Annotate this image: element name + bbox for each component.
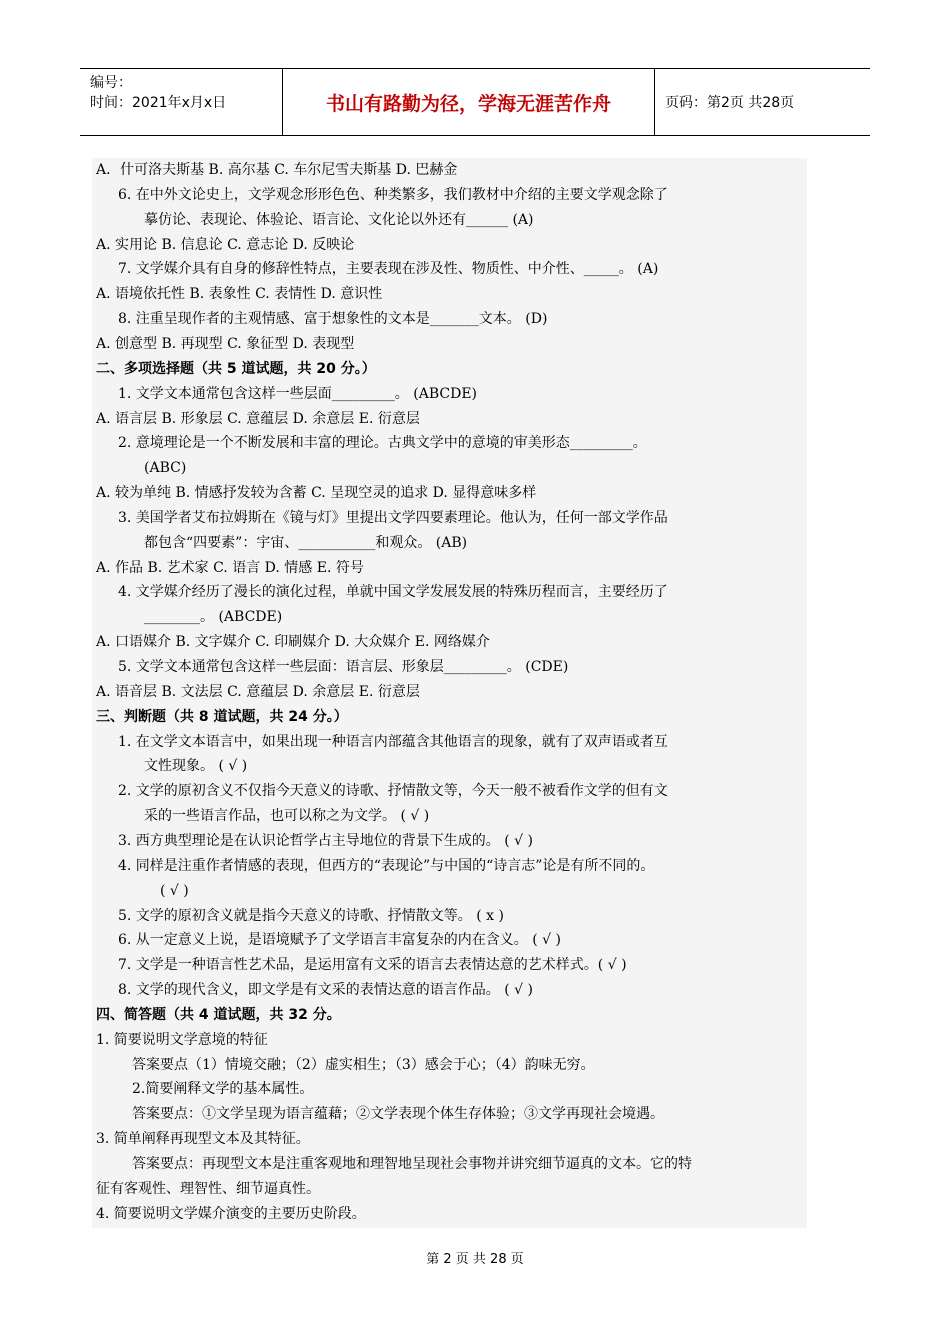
text-line: 6. 在中外文论史上，文学观念形形色色、种类繁多，我们教材中介绍的主要文学观念除了 — [118, 186, 668, 203]
text-line: A. 作品 B. 艺术家 C. 语言 D. 情感 E. 符号 — [96, 559, 364, 576]
text-line: 5. 文学文本通常包含这样一些层面：语言层、形象层_________。 (CDE) — [118, 659, 569, 675]
text-line: 8. 注重呈现作者的主观情感、富于想象性的文本是_______文本。 (D) — [118, 311, 548, 328]
text-line: A. 口语媒介 B. 文字媒介 C. 印刷媒介 D. 大众媒介 E. 网络媒介 — [96, 634, 490, 651]
text-line: 1. 文学文本通常包含这样一些层面_________。 (ABCDE) — [118, 385, 477, 402]
text-line: 3. 简单阐释再现型文本及其特征。 — [96, 1131, 310, 1148]
text-line: 答案要点：①文学呈现为语言蕴藉；②文学表现个体生存体验；③文学再现社会境遇。 — [132, 1106, 664, 1123]
text-line: A. 较为单纯 B. 情感抒发较为含蓄 C. 呈现空灵的追求 D. 显得意味多样 — [96, 485, 537, 502]
text-line: ( √ ) — [160, 882, 189, 899]
text-line: 都包含“四要素”：宇宙、___________和观众。 (AB) — [144, 534, 468, 551]
text-line: 1. 简要说明文学意境的特征 — [96, 1031, 268, 1048]
text-line: 4. 同样是注重作者情感的表现，但西方的“表现论”与中国的“诗言志”论是有所不同的。 — [118, 857, 655, 874]
text-line: 采的一些语言作品，也可以称之为文学。 ( √ ) — [144, 808, 430, 825]
text-line: 7. 文学是一种语言性艺术品，是运用富有文采的语言去表情达意的艺术样式。( √ ) — [118, 957, 627, 974]
text-line: 6. 从一定意义上说，是语境赋予了文学语言丰富复杂的内在含义。 ( √ ) — [118, 932, 562, 949]
page-header — [80, 68, 870, 136]
text-line: A. 实用论 B. 信息论 C. 意志论 D. 反映论 — [96, 236, 355, 253]
date-label: 时间：2021年x月x日 — [90, 95, 227, 111]
text-line: 征有客观性、理智性、细节逼真性。 — [96, 1180, 320, 1197]
section-heading: 二、多项选择题（共 5 道试题，共 20 分。） — [96, 360, 376, 377]
text-line: A．什可洛夫斯基 B. 高尔基 C. 车尔尼雪夫斯基 D. 巴赫金 — [96, 162, 458, 178]
header-meta — [80, 69, 283, 135]
text-line: ________。 (ABCDE) — [144, 609, 283, 626]
text-line: 答案要点：再现型文本是注重客观地和理智地呈现社会事物并讲究细节逼真的文本。它的特 — [132, 1156, 692, 1172]
text-line: 3. 美国学者艾布拉姆斯在《镜与灯》里提出文学四要素理论。他认为，任何一部文学作品 — [118, 509, 668, 526]
text-line: 摹仿论、表现论、体验论、语言论、文化论以外还有______ (A) — [144, 211, 534, 228]
header-motto: 书山有路勤为径，学海无涯苦作舟 — [283, 69, 655, 135]
text-line: A. 创意型 B. 再现型 C. 象征型 D. 表现型 — [96, 335, 355, 352]
text-line: (ABC) — [144, 460, 187, 477]
section-heading: 三、判断题（共 8 道试题，共 24 分。） — [96, 708, 348, 725]
page-footer: 第 2 页 共 28 页 — [426, 1252, 524, 1267]
text-line: A. 语音层 B. 文法层 C. 意蕴层 D. 余意层 E. 衍意层 — [96, 683, 420, 700]
document-body — [92, 158, 807, 1228]
text-line: 4. 文学媒介经历了漫长的演化过程，单就中国文学发展发展的特殊历程而言，主要经历了 — [118, 584, 668, 601]
text-line: 文性现象。 ( √ ) — [144, 758, 248, 775]
text-line: 答案要点（1）情境交融；（2）虚实相生；（3）感会于心；（4）韵味无穷。 — [132, 1056, 595, 1073]
serial-label: 编号： — [90, 75, 132, 91]
text-line: A. 语言层 B. 形象层 C. 意蕴层 D. 余意层 E. 衍意层 — [96, 410, 420, 427]
text-line: 3. 西方典型理论是在认识论哲学占主导地位的背景下生成的。 ( √ ) — [118, 832, 534, 849]
text-line: 2. 意境理论是一个不断发展和丰富的理论。古典文学中的意境的审美形态_________。 — [118, 435, 647, 452]
text-line: 2.简要阐释文学的基本属性。 — [132, 1081, 314, 1098]
text-line: 7. 文学媒介具有自身的修辞性特点，主要表现在涉及性、物质性、中介性、_____。 (A) — [118, 261, 659, 278]
text-line: 2. 文学的原初含义不仅指今天意义的诗歌、抒情散文等，今天一般不被看作文学的但有文 — [118, 783, 668, 800]
text-line: 5. 文学的原初含义就是指今天意义的诗歌、抒情散文等。 ( x ) — [118, 907, 504, 924]
section-heading: 四、简答题（共 4 道试题，共 32 分。 — [96, 1006, 341, 1023]
text-line: 1. 在文学文本语言中，如果出现一种语言内部蕴含其他语言的现象，就有了双声语或者互 — [118, 733, 668, 750]
text-line: A. 语境依托性 B. 表象性 C. 表情性 D. 意识性 — [96, 286, 383, 303]
text-line: 4. 简要说明文学媒介演变的主要历史阶段。 — [96, 1205, 366, 1222]
header-page-info: 页码：第2页 共28页 — [665, 95, 795, 111]
text-line: 8. 文学的现代含义，即文学是有文采的表情达意的语言作品。 ( √ ) — [118, 982, 534, 999]
